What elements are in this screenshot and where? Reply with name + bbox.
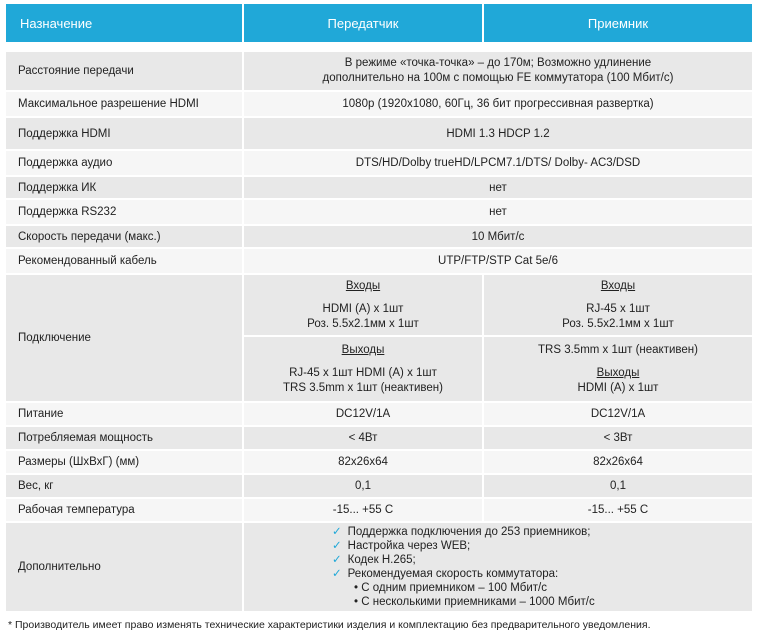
footnote: * Производитель имеет право изменять технические характеристики изделия и комплектацию без предварительного уведомления. [8, 619, 651, 631]
row-label: Рекомендованный кабель [6, 249, 244, 275]
value-line: RJ-45 x 1шт HDMI (A) x 1шт [289, 366, 437, 379]
rx-outputs [484, 337, 752, 403]
table-row [6, 403, 752, 427]
row-value: нет [244, 200, 752, 226]
list-item: • С несколькими приемниками – 1000 Мбит/с [354, 596, 595, 608]
check-icon: ✓ [332, 540, 342, 552]
value-line: HDMI (A) x 1шт [322, 302, 404, 315]
header-purpose: Назначение [6, 4, 244, 44]
table-row [6, 226, 752, 249]
row-value: DTS/HD/Dolby trueHD/LPCM7.1/DTS/ Dolby- AC3/DSD [244, 151, 752, 177]
outputs-title: Выходы [596, 366, 640, 379]
rx-inputs [484, 275, 752, 337]
row-label: Вес, кг [6, 475, 244, 499]
value-line: Роз. 5.5x2.1мм x 1шт [562, 317, 674, 330]
tx-value: -15... +55 С [244, 499, 484, 523]
row-label: Питание [6, 403, 244, 427]
tx-value: 0,1 [244, 475, 484, 499]
value-line: TRS 3.5mm x 1шт (неактивен) [283, 381, 443, 394]
feature-list [244, 523, 752, 613]
row-label: Поддержка HDMI [6, 118, 244, 151]
table-row [6, 118, 752, 151]
table-row [6, 92, 752, 118]
row-label: Скорость передачи (макс.) [6, 226, 244, 249]
outputs-title: Выходы [341, 343, 385, 356]
row-label: Поддержка ИК [6, 177, 244, 200]
check-icon: ✓ [332, 526, 342, 538]
tx-value: 82x26x64 [244, 451, 484, 475]
check-icon: ✓ [332, 554, 342, 566]
rx-value: 0,1 [484, 475, 752, 499]
value-line: TRS 3.5mm x 1шт (неактивен) [538, 343, 698, 356]
connection-row [6, 275, 752, 403]
row-label: Подключение [6, 275, 244, 403]
table-row [6, 151, 752, 177]
rx-value: DC12V/1A [484, 403, 752, 427]
value-line: дополнительно на 100м с помощью FE коммутатора (100 Мбит/с) [322, 72, 674, 84]
row-label: Поддержка аудио [6, 151, 244, 177]
value-line: RJ-45 x 1шт [586, 302, 650, 315]
tx-value: < 4Вт [244, 427, 484, 451]
row-value: 10 Мбит/с [244, 226, 752, 249]
row-label: Поддержка RS232 [6, 200, 244, 226]
table-row [6, 499, 752, 523]
row-value: 1080p (1920x1080, 60Гц, 36 бит прогрессивная развертка) [244, 92, 752, 118]
rx-value: -15... +55 С [484, 499, 752, 523]
value-line: Роз. 5.5x2.1мм x 1шт [307, 317, 419, 330]
list-item: ✓ Настройка через WEB; [332, 540, 471, 552]
inputs-title: Входы [600, 279, 636, 292]
list-item: ✓ Кодек H.265; [332, 554, 416, 566]
list-item: ✓ Рекомендуемая скорость коммутатора: [332, 568, 559, 580]
row-label: Расстояние передачи [6, 52, 244, 92]
list-item: ✓ Поддержка подключения до 253 приемников; [332, 526, 591, 538]
tx-value: DC12V/1A [244, 403, 484, 427]
tx-inputs [244, 275, 484, 337]
check-icon: ✓ [332, 568, 342, 580]
table-row [6, 200, 752, 226]
header-receiver: Приемник [484, 4, 752, 44]
row-label: Потребляемая мощность [6, 427, 244, 451]
rx-value: 82x26x64 [484, 451, 752, 475]
rx-value: < 3Вт [484, 427, 752, 451]
row-label: Рабочая температура [6, 499, 244, 523]
tx-outputs [244, 337, 484, 403]
table-row [6, 249, 752, 275]
table-row [6, 451, 752, 475]
value-line: В режиме «точка-точка» – до 170м; Возможно удлинение [344, 57, 652, 69]
table-row [6, 52, 752, 92]
row-value: нет [244, 177, 752, 200]
spec-table [6, 4, 752, 613]
value-line: HDMI (A) x 1шт [577, 381, 659, 394]
table-row [6, 177, 752, 200]
row-label: Размеры (ШхВхГ) (мм) [6, 451, 244, 475]
row-value: UTP/FTP/STP Cat 5e/6 [244, 249, 752, 275]
table-row [6, 427, 752, 451]
inputs-title: Входы [345, 279, 381, 292]
row-value [244, 52, 752, 92]
row-value: HDMI 1.3 HDCP 1.2 [244, 118, 752, 151]
table-row [6, 475, 752, 499]
header-transmitter: Передатчик [244, 4, 484, 44]
row-label: Максимальное разрешение HDMI [6, 92, 244, 118]
extra-row [6, 523, 752, 613]
table-header [6, 4, 752, 44]
row-label: Дополнительно [6, 523, 244, 613]
list-item: • С одним приемником – 100 Мбит/с [354, 582, 548, 594]
